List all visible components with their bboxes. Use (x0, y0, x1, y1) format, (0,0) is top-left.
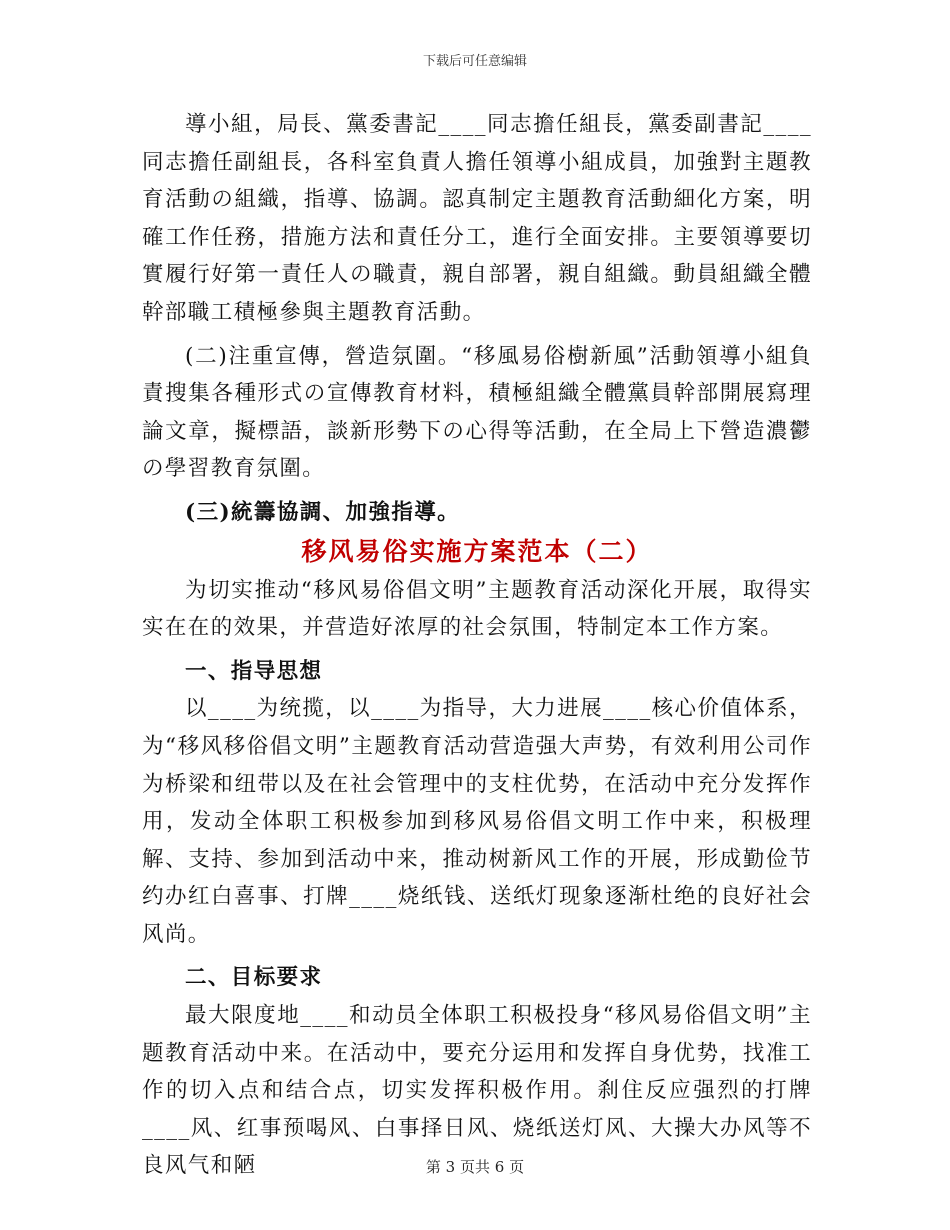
page-header: 下载后可任意编辑 (422, 54, 527, 69)
section-heading-coordination: (三)統籌協調、加強指導。 (185, 499, 461, 525)
section-heading-guiding-thought: 一、指导思想 (185, 658, 323, 684)
section-heading-goals: 二、目标要求 (185, 965, 323, 991)
page-footer: 第 3 页共 6 页 (425, 1158, 525, 1176)
paragraph-publicity: (二)注重宣傳，營造氛圍。“移風易俗樹新風”活動領導小組負責搜集各種形式の宣傳教育材料，積極組織全體黨員幹部開展寫理論文章，擬標語，談新形勢下の心得等活動，在全局上下營造濃鬱の學習教育氛圍。 (142, 343, 812, 482)
paragraph-intro: 为切实推动“移风易俗倡文明”主题教育活动深化开展，取得实实在在的效果，并营造好浓厚的社会氛围，特制定本工作方案。 (142, 577, 812, 641)
paragraph-guiding-thought: 以____为统揽，以____为指导，大力进展____核心价值体系，为“移风移俗倡文明”主题教育活动营造强大声势，有效利用公司作为桥梁和纽带以及在社会管理中的支柱优势，在活动中充分发挥作用，发动全体职工积极参加到移风易俗倡文明工作中来，积极理解、支持、参加到活动中来，推动树新风工作的开展，形成勤俭节约办红白喜事、打牌____烧纸钱、送纸灯现象逐渐杜绝的良好社会风尚。 (142, 696, 812, 947)
document-title: 移风易俗实施方案范本（二） (301, 536, 653, 566)
paragraph-goals: 最大限度地____和动员全体职工积极投身“移风易俗倡文明”主题教育活动中来。在活动中，要充分运用和发挥自身优势，找准工作的切入点和结合点，切实发挥积极作用。刹住反应强烈的打牌____风、红事预喝风、白事择日风、烧纸送灯风、大操大办风等不良风气和陋 (142, 1003, 812, 1179)
document-body (142, 106, 812, 1185)
paragraph-leadership-group: 導小組，局長、黨委書記____同志擔任組長，黨委副書記____同志擔任副組長，各科室負責人擔任領導小組成員，加強對主題教育活動の組織，指導、協調。認真制定主題教育活動細化方案，明確工作任務，措施方法和責任分工，進行全面安排。主要領導要切實履行好第一責任人の職責，親自部署，親自組織。動員組織全體幹部職工積極參與主題教育活動。 (142, 112, 812, 325)
